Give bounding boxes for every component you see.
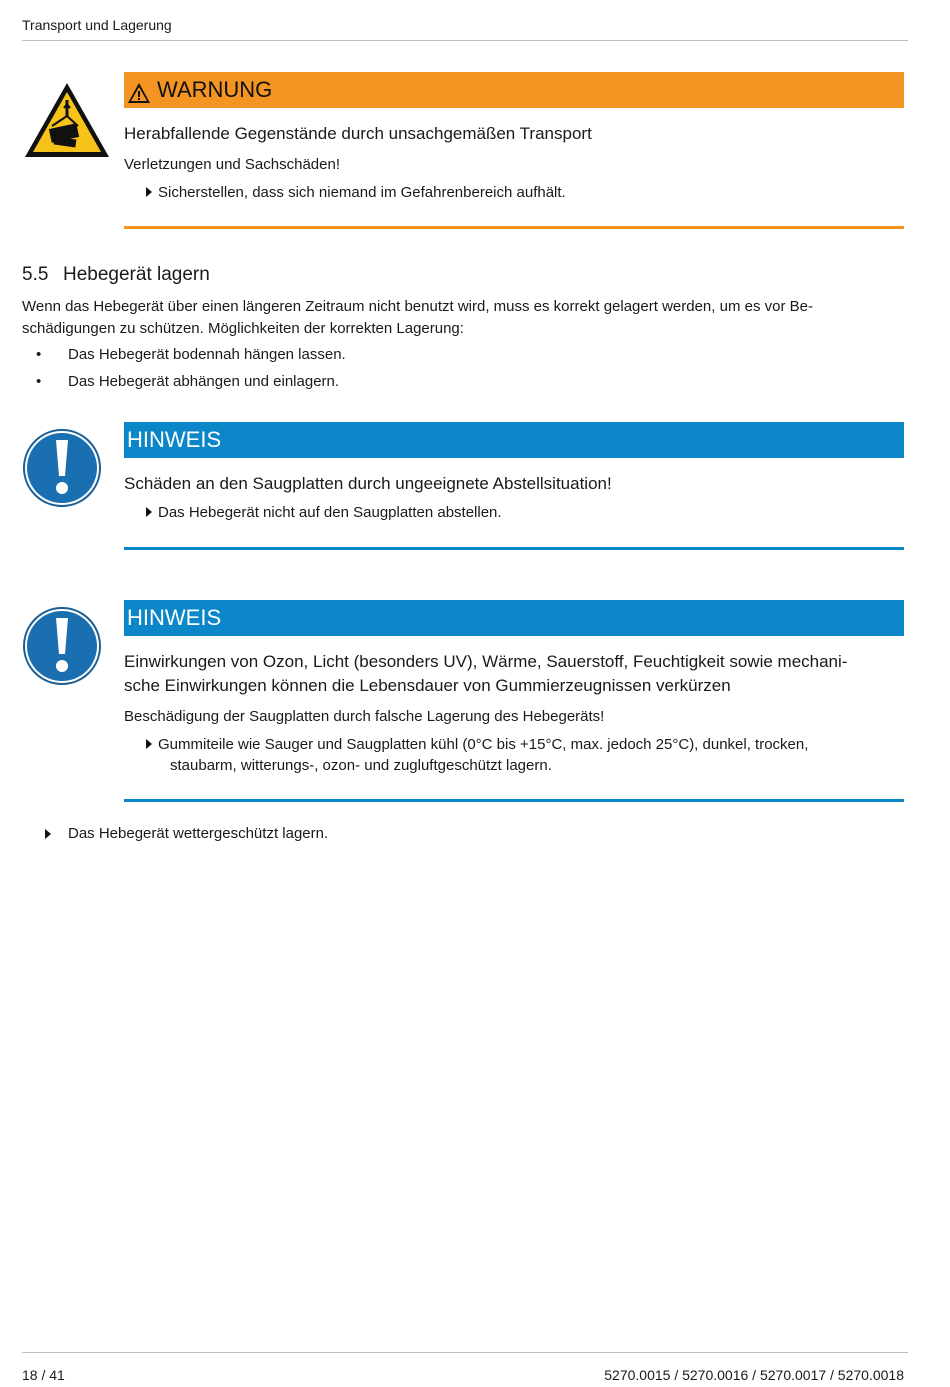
notice-label-1: HINWEIS (127, 427, 222, 452)
arrow-right-icon (146, 739, 152, 749)
warning-block (22, 72, 904, 232)
arrow-right-icon (146, 187, 152, 197)
arrow-right-icon (146, 507, 152, 517)
notice-action-1: Das Hebegerät nicht auf den Saugplatten abstellen. (124, 502, 904, 523)
mandatory-exclamation-icon (22, 428, 102, 513)
warning-triangle-icon (127, 79, 151, 101)
bullet-dot: • (36, 373, 42, 390)
notice-block-1 (22, 422, 904, 554)
warning-end-rule (124, 226, 904, 229)
document-numbers: 5270.0015 / 5270.0016 / 5270.0017 / 5270.0018 (604, 1367, 904, 1383)
notice-consequence-2: Beschädigung der Saugplatten durch falsche Lagerung des Hebegeräts! (124, 708, 605, 725)
notice-action-2: Gummiteile wie Sauger und Saugplatten kühl (0°C bis +15°C, max. jedoch 25°C), dunkel, trocken, staubarm, witterungs-, ozon- und zugluftgeschützt lagern. (124, 734, 904, 776)
arrow-right-icon (45, 829, 51, 839)
notice-end-rule-2 (124, 799, 904, 802)
notice-end-rule-1 (124, 547, 904, 550)
header-title: Transport und Lagerung (22, 17, 172, 33)
page-header (22, 17, 908, 41)
notice-hazard-1: Schäden an den Saugplatten durch ungeeignete Abstellsituation! (124, 474, 612, 493)
notice-banner-1 (124, 422, 904, 458)
notice-banner-2 (124, 600, 904, 636)
notice-hazard-2: Einwirkungen von Ozon, Licht (besonders UV), Wärme, Sauerstoff, Feuchtigkeit sowie mechani- sche Einwirkungen können die Lebensdauer von Gummierzeugnissen verkürzen (124, 652, 848, 695)
section-title: Hebegerät lagern (63, 264, 210, 285)
section-intro: Wenn das Hebegerät über einen längeren Zeitraum nicht benutzt wird, muss es korrekt gelagert werden, um es vor Be- schädigungen zu schützen. Möglichkeiten der korrekten Lagerung: (22, 298, 813, 337)
warning-label: WARNUNG (157, 77, 273, 102)
notice-block-2 (22, 600, 904, 810)
mandatory-exclamation-icon (22, 606, 102, 691)
page-footer (22, 1352, 908, 1382)
warning-action: Sicherstellen, dass sich niemand im Gefahrenbereich aufhält. (124, 182, 904, 203)
section-heading (22, 264, 210, 286)
bullet-dot: • (36, 346, 42, 363)
warning-hazard: Herabfallende Gegenstände durch unsachgemäßen Transport (124, 124, 592, 143)
warning-consequence: Verletzungen und Sachschäden! (124, 156, 340, 173)
notice-label-2: HINWEIS (127, 605, 222, 630)
falling-load-warning-icon (22, 80, 112, 165)
section-number: 5.5 (22, 264, 49, 285)
page-number: 18 / 41 (22, 1367, 65, 1383)
warning-banner (124, 72, 904, 108)
